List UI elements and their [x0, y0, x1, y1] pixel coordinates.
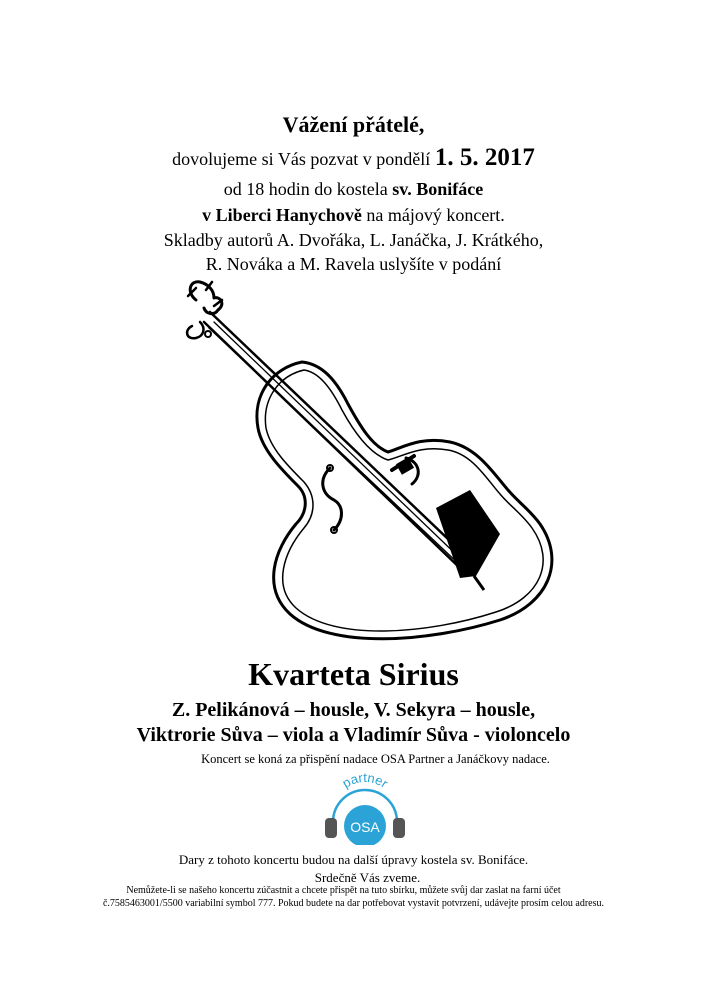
- invitation-line: [0, 144, 707, 172]
- place-line: [0, 205, 707, 226]
- support-note: Koncert se koná za přispění nadace OSA Partner a Janáčkovy nadace.: [201, 752, 550, 766]
- donation-note: Dary z tohoto koncertu budou na další úpravy kostela sv. Bonifáce.: [178, 852, 529, 867]
- composers-line-1: Skladby autorů A. Dvořáka, L. Janáčka, J. Krátkého,: [163, 230, 544, 250]
- church-name: sv. Bonifáce: [392, 179, 484, 199]
- members-line-1: Z. Pelikánová – housle, V. Sekyra – housle,: [171, 699, 536, 721]
- location-name: v Liberci Hanychově: [202, 205, 362, 225]
- ensemble-name: Kvarteta Sirius: [248, 656, 459, 692]
- account-line-1: Nemůžete-li se našeho koncertu zúčastnit a chcete přispět na tuto sbírku, můžete svůj dar zaslat na farní účet: [126, 885, 561, 896]
- farewell-note: Srdečně Vás zveme.: [314, 870, 421, 885]
- greeting: Vážení přátelé,: [282, 112, 425, 137]
- invite-text: dovolujeme si Vás pozvat v pondělí: [172, 149, 435, 169]
- logo-osa-letters: OSA: [350, 819, 380, 835]
- osa-partner-logo: [319, 770, 411, 845]
- concert-date: 1. 5. 2017: [434, 144, 535, 171]
- concert-text: na májový koncert.: [361, 205, 505, 225]
- logo-partner-text: partner: [339, 770, 391, 791]
- members-line-2: Viktrorie Sůva – viola a Vladimír Sůva - violoncelo: [136, 724, 571, 746]
- time-line: [0, 179, 707, 200]
- time-text: od 18 hodin do kostela: [223, 179, 393, 199]
- composers-line-2: R. Nováka a M. Ravela uslyšíte v podání: [205, 254, 502, 274]
- account-line-2: č.7585463001/5500 variabilní symbol 777. Pokud budete na dar potřebovat vystavit potvrzení, udávejte prosím celou adresu.: [102, 898, 604, 909]
- violin-illustration: [175, 278, 575, 646]
